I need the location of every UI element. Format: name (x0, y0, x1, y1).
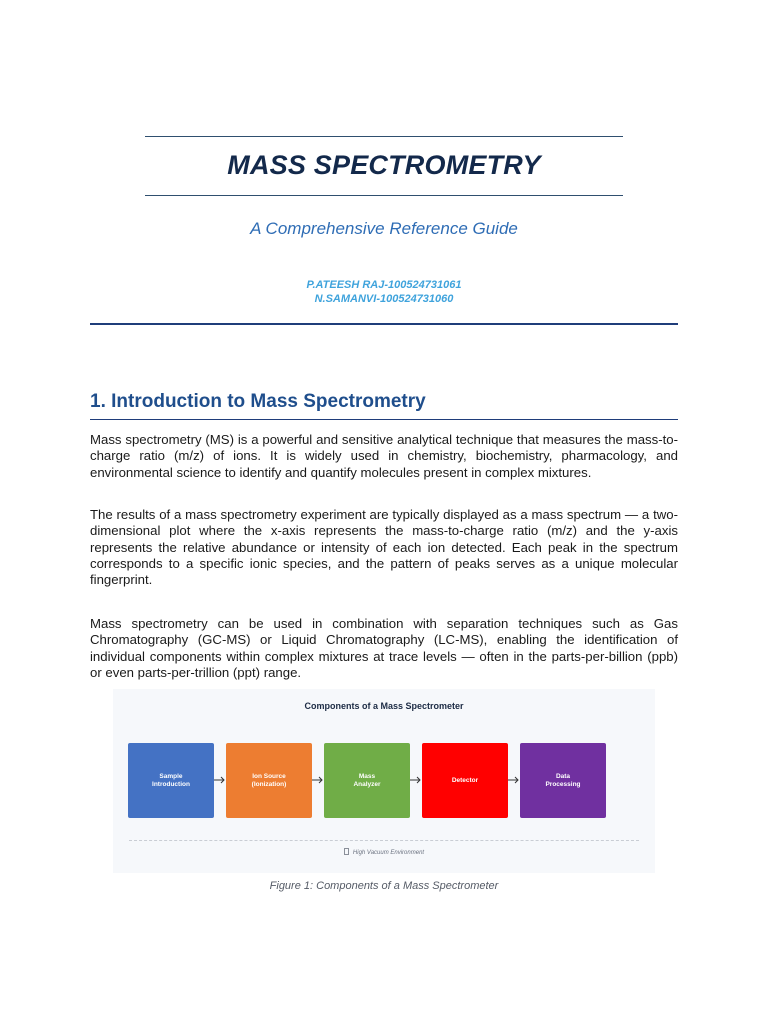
arrow-right-icon (214, 775, 226, 785)
stage-data-processing: Data Processing (520, 743, 606, 818)
arrow-right-icon (410, 775, 422, 785)
vacuum-note (113, 848, 655, 856)
diagram-title: Components of a Mass Spectrometer (304, 701, 464, 711)
section-heading: 1. Introduction to Mass Spectrometry (90, 391, 426, 412)
document-title: MASS SPECTROMETRY (227, 150, 541, 180)
stage-mass-analyzer: Mass Analyzer (324, 743, 410, 818)
arrow-right-icon (312, 775, 324, 785)
intro-paragraph-1: Mass spectrometry (MS) is a powerful and sensitive analytical technique that measures the mass-to-charge ratio (m/z) of ions. It is widely used in chemistry, biochemistry, pharmacology, and environmental science to identify and quantify molecules present in complex mixtures. (90, 432, 678, 480)
intro-paragraph-3: Mass spectrometry can be used in combination with separation techniques such as Gas Chromatography (GC-MS) or Liquid Chromatography (LC-MS), enabling the identification of individual components within complex mixtures at trace levels — often in the parts-per-billion (ppb) or even parts-per-trillion (ppt) range. (90, 616, 678, 680)
stage-detector: Detector (422, 743, 508, 818)
vacuum-boundary-line (129, 840, 639, 841)
vacuum-note-text: High Vacuum Environment (352, 850, 425, 856)
author-line-1: P.ATEESH RAJ-100524731061 (306, 279, 462, 291)
arrow-right-icon (508, 775, 520, 785)
title-top-rule (145, 136, 623, 137)
stage-ion-source: Ion Source (Ionization) (226, 743, 312, 818)
components-diagram (113, 689, 655, 873)
title-bottom-rule (145, 195, 623, 196)
vacuum-icon (344, 848, 349, 855)
section-heading-rule (90, 419, 678, 420)
header-divider (90, 323, 678, 325)
author-line-2: N.SAMANVI-100524731060 (314, 293, 454, 305)
figure-caption: Figure 1: Components of a Mass Spectrometer (269, 880, 499, 892)
stage-sample-introduction: Sample Introduction (128, 743, 214, 818)
intro-paragraph-2: The results of a mass spectrometry experiment are typically displayed as a mass spectrum — a two-dimensional plot where the x-axis represents the mass-to-charge ratio (m/z) and the y-axis represents the relative abundance or intensity of each ion detected. Each peak in the spectrum corresponds to a specific ionic species, and the pattern of peaks serves as a unique molecular fingerprint. (90, 507, 678, 588)
document-subtitle: A Comprehensive Reference Guide (250, 219, 518, 238)
